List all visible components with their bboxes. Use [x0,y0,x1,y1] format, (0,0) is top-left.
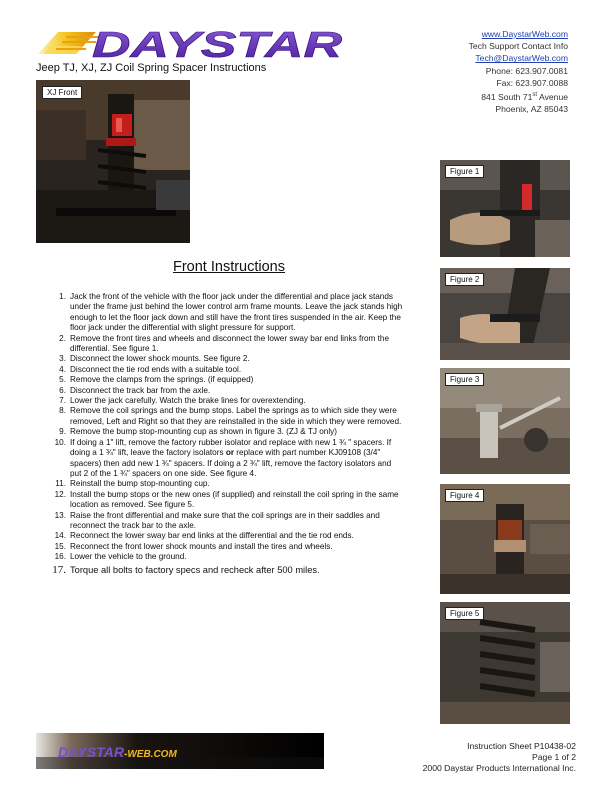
step-number: 10. [54,437,66,447]
phone-number: Phone: 623.907.0081 [485,65,568,76]
step-number: 5. [59,375,66,385]
banner-web-text: -WEB.COM [124,749,177,760]
step-number: 7. [59,396,66,406]
step-item [52,365,404,375]
step-item [52,375,404,385]
logo-wordmark: DAYSTAR [92,24,342,64]
step-text: Torque all bolts to factory specs and recheck after 500 miles. [70,564,320,575]
step-number: 8. [59,406,66,416]
step-text: Jack the front of the vehicle with the floor jack under the differential and place jack stands under the frame just behind the lower control arm frame mounts. Leave the jack stands high enough to let the floor jack down and still have the front tires suspended in the air. Keep the floor jack under the differential with slight pressure for support. [70,292,403,333]
step-text: Disconnect the lower shock mounts. See figure 2. [70,354,250,364]
page-number: Page 1 of 2 [532,752,576,763]
step-number: 4. [59,364,66,374]
step-number: 2. [59,333,66,343]
figure-1-photo [440,160,570,257]
step-item [52,511,404,532]
banner-brand-text: DAYSTAR [58,744,125,760]
step-item [52,552,404,562]
step-number: 17. [52,563,66,576]
daystar-logo [36,24,348,64]
footer-banner [36,733,324,769]
step-number: 13. [54,510,66,520]
step-item [52,531,404,541]
document-title: Jeep TJ, XJ, ZJ Coil Spring Spacer Instructions [36,62,267,74]
step-text: Remove the bump stop-mounting cup as shown in figure 3. (ZJ & TJ only) [70,427,337,437]
tech-support-label: Tech Support Contact Info [468,41,568,52]
step-item [52,354,404,364]
step-item [52,564,404,576]
step-number: 1. [59,292,66,301]
logo-swoosh [38,32,100,54]
figure-4-photo [440,484,570,594]
step-text: replace with part number KJ09108 (3/4" spacers) then add new 1 ¾" spacers. If doing a 2 ¾" lift, remove the factory isolators and put 2 of the 1 ¾" spacers on one side. See figure 4. [70,448,392,478]
figure-2-photo [440,268,570,360]
website-link[interactable]: www.DaystarWeb.com [481,29,568,39]
email-link[interactable]: Tech@DaystarWeb.com [475,53,568,64]
step-number: 15. [54,541,66,551]
step-number: 9. [59,427,66,437]
xj-front-photo [36,80,190,243]
step-text: Remove the clamps from the springs. (if equipped) [70,375,254,385]
step-text: Install the bump stops or the new ones (if supplied) and reinstall the coil spring in the same location as removed. See figure 5. [70,489,399,510]
step-item [52,542,404,552]
step-text: Disconnect the tie rod ends with a suitable tool. [70,364,242,374]
section-heading: Front Instructions [172,259,285,275]
step-item [52,334,404,355]
step-number: 3. [59,354,66,364]
step-text: Reconnect the lower sway bar end links at the differential and the tie rod ends. [70,531,354,541]
figure-3-photo [440,368,570,474]
footer-info [423,741,576,775]
figure-5-photo [440,602,570,724]
step-text: Disconnect the track bar from the axle. [70,385,211,395]
fax-number: Fax: 623.907.0088 [496,77,568,88]
step-item [52,427,404,437]
xj-front-label: XJ Front [42,86,82,99]
step-number: 14. [54,531,66,541]
step-text: If doing a 1" lift, remove the factory rubber isolator and replace with new 1 ¾ " spacers. If doing a 1 ¾" lift, leave the factory isolators [70,437,392,458]
step-number: 16. [54,552,66,562]
step-text: Lower the vehicle to the ground. [70,552,187,562]
step-number: 11. [55,479,66,489]
step-item [52,490,404,511]
step-text: Reinstall the bump stop-mounting cup. [70,479,210,489]
step-number: 12. [54,489,66,499]
step-text: Reconnect the front lower shock mounts and install the tires and wheels. [70,541,333,551]
instruction-sheet-number: Instruction Sheet P10438-02 [467,741,576,751]
step-item [52,292,404,334]
copyright: 2000 Daystar Products International Inc. [422,763,576,774]
step-text: Remove the front tires and wheels and disconnect the lower sway bar end links from the differential. See figure 1. [70,333,390,354]
step-text: Lower the jack carefully. Watch the brake lines for overextending. [70,396,306,406]
step-number: 6. [59,385,66,395]
step-item [52,438,404,480]
street-address: 841 South 71st Avenue [481,91,568,102]
figure-2-label: Figure 2 [445,273,484,286]
step-text: Remove the coil springs and the bump stops. Label the springs as to which side they were removed, Left and Right so that they are reinstalled in the side in which they were removed. [70,406,402,426]
figure-4-label: Figure 4 [445,489,484,502]
step-text: Raise the front differential and make sure that the coil springs are in their saddles and reconnect the track bar to the axle. [70,510,380,530]
contact-info [469,28,568,115]
figure-5-label: Figure 5 [445,607,484,620]
instruction-steps [52,292,404,576]
step-item [52,386,404,396]
step-item [52,479,404,489]
step-item [52,396,404,406]
figure-3-label: Figure 3 [445,373,484,386]
city-address: Phoenix, AZ 85043 [495,104,568,115]
step-item [52,406,404,427]
figure-1-label: Figure 1 [445,165,484,178]
step-text: or [225,448,235,458]
